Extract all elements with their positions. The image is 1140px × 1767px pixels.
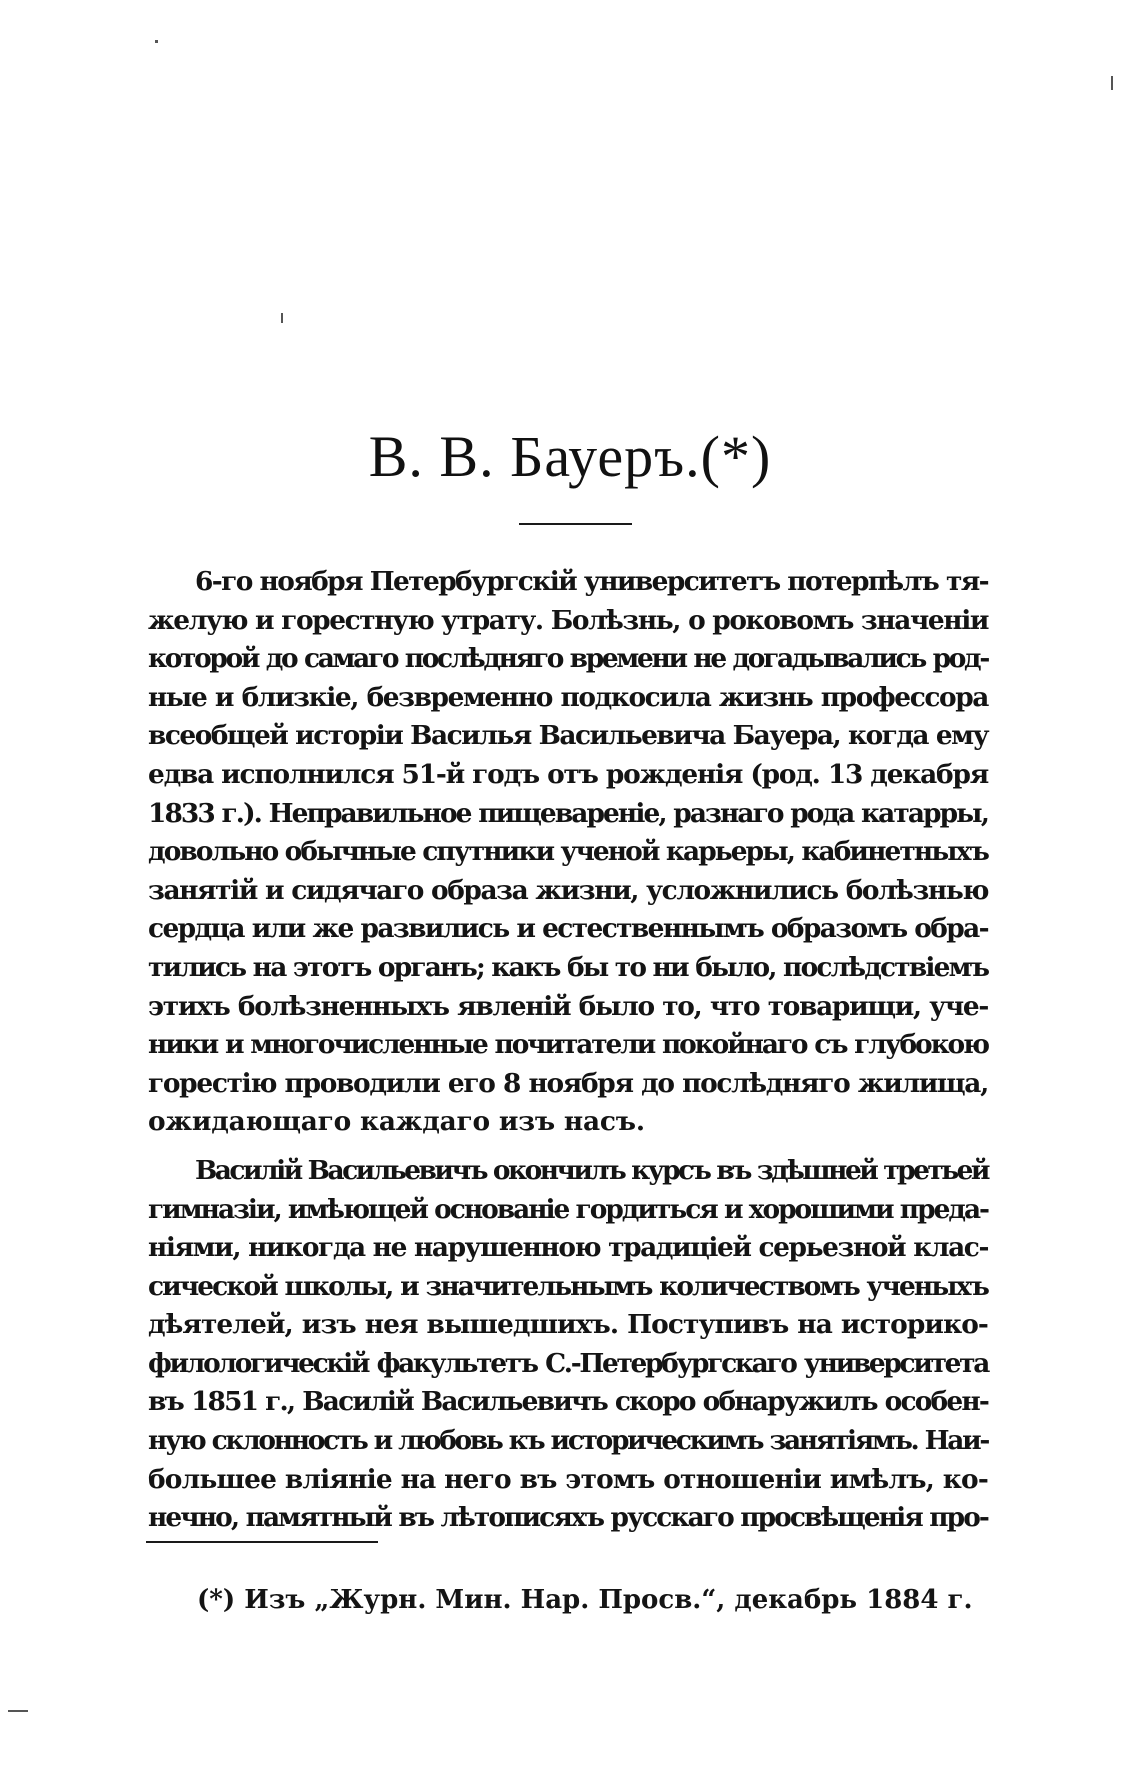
text-line: занятій и сидячаго образа жизни, усложнились болѣзнью [148, 874, 988, 906]
paragraph-2 [148, 1152, 988, 1538]
text-line: этихъ болѣзненныхъ явленій было то, что товарищи, уче- [148, 990, 988, 1022]
text-line: тились на этотъ органъ; какъ бы то ни было, послѣдствіемъ [148, 951, 989, 983]
scan-speck [281, 313, 283, 323]
text-line: желую и горестную утрату. Болѣзнь, о роковомъ значеніи [148, 604, 988, 636]
text-line: горестію проводили его 8 ноября до послѣдняго жилища, [148, 1067, 988, 1099]
text-line: которой до самаго послѣдняго времени не догадывались род- [148, 643, 988, 675]
text-line: 1833 г.). Неправильное пищевареніе, разнаго рода катарры, [148, 797, 988, 829]
text-line: гимназіи, имѣющей основаніе гордиться и хорошими преда- [148, 1193, 988, 1225]
footnote-rule [146, 1541, 378, 1543]
text-line: сердца или же развились и естественнымъ образомъ обра- [148, 913, 988, 945]
title-rule [519, 523, 632, 525]
text-line: сической школы, и значительнымъ количествомъ ученыхъ [148, 1270, 988, 1302]
text-line: дѣятелей, изъ нея вышедшихъ. Поступивъ на историко- [148, 1309, 988, 1341]
text-line: ожидающаго каждаго изъ насъ. [148, 1106, 645, 1138]
text-line: ную склонность и любовь къ историческимъ занятіямъ. Наи- [148, 1425, 988, 1457]
article-title: В. В. Бауеръ.(*) [368, 424, 772, 489]
text-line: Василій Васильевичъ окончилъ курсъ въ здѣшней третьей [195, 1154, 988, 1186]
text-line: довольно обычные спутники ученой карьеры, кабинетныхъ [148, 836, 988, 868]
article-body [148, 563, 988, 1538]
text-line: большее вліяніе на него въ этомъ отношеніи имѣлъ, ко- [148, 1463, 988, 1495]
paragraph-gap [148, 1142, 988, 1152]
text-line: едва исполнился 51-й годъ отъ рожденія (род. 13 декабря [148, 758, 988, 790]
footnote: (*) Изъ „Журн. Мин. Нар. Просв.“, декабрь 1884 г. [197, 1585, 973, 1615]
text-line: нечно, памятный въ лѣтописяхъ русскаго просвѣщенія про- [148, 1502, 988, 1534]
text-line: ные и близкіе, безвременно подкосила жизнь профессора [148, 681, 988, 713]
scan-speck [8, 1710, 28, 1712]
text-line: всеобщей исторіи Василья Васильевича Бауера, когда ему [148, 720, 988, 752]
text-line: въ 1851 г., Василій Васильевичъ скоро обнаружилъ особен- [148, 1386, 988, 1418]
text-line: филологическій факультетъ С.-Петербургскаго университета [148, 1347, 988, 1379]
scan-speck [1111, 76, 1113, 90]
paragraph-1 [148, 563, 988, 1142]
scan-speck [155, 40, 158, 43]
text-line: ніями, никогда не нарушенною традиціей серьезной клас- [148, 1232, 988, 1264]
text-line: 6-го ноября Петербургскій университетъ потерпѣлъ тя- [195, 566, 988, 597]
text-line: ники и многочисленные почитатели покойнаго съ глубокою [148, 1029, 988, 1061]
